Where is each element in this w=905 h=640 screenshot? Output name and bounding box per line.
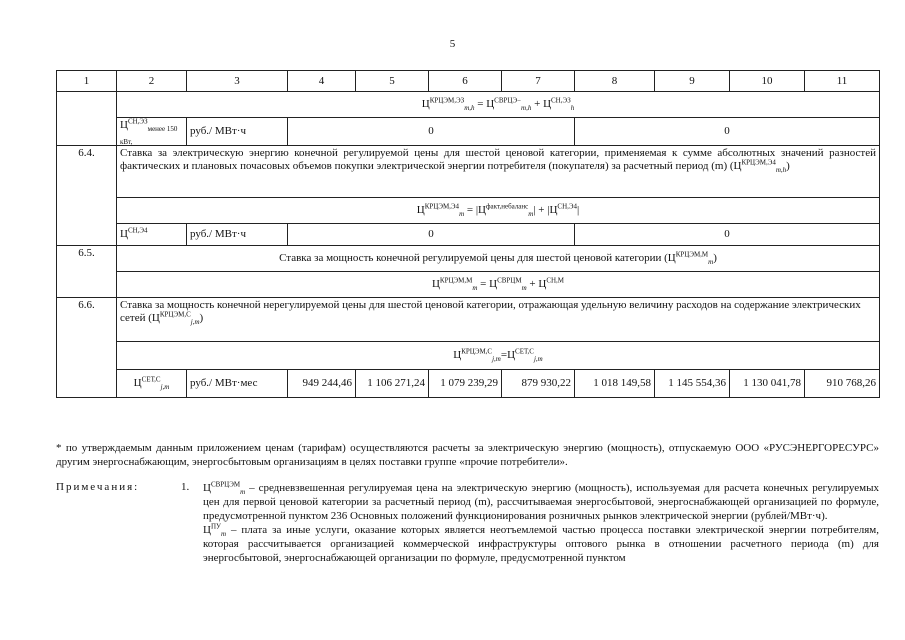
header-cell: 3	[187, 71, 288, 92]
section-text: Ставка за мощность конечной нерегулируемой цены для шестой ценовой категории, отражающая удельную величину расходов на содержание электрических сетей $(Ц^{КРЦЭМ,С}_{j,m})$	[117, 298, 880, 342]
section-row-6-4	[57, 146, 880, 198]
section-row-6-6	[57, 298, 880, 342]
unit-cell: руб./ МВт·ч	[187, 118, 288, 146]
header-cell: 4	[288, 71, 356, 92]
symbol-cell: $Ц^{СЕТ,С}_{j,m}$	[117, 370, 187, 398]
formula: $Ц^{КРЦЭМ,ЭЗ}_{m,h} = Ц^{СВРЦЭ-}_{m,h} + Ц^{СН,ЭЗ}_h$	[117, 92, 880, 118]
value-cell: 0	[575, 224, 880, 246]
value-cell: 0	[575, 118, 880, 146]
header-cell: 7	[502, 71, 575, 92]
header-cell: 8	[575, 71, 655, 92]
section-number: 6.5.	[57, 246, 117, 298]
unit-cell: руб./ МВт·ч	[187, 224, 288, 246]
formula-row	[57, 198, 880, 224]
notes-number: 1.	[181, 481, 190, 493]
section-text: Ставка за электрическую энергию конечной регулируемой цены для шестой ценовой категории, применяемая к сумме абсолютных значений разностей фактических и плановых почасовых объемов покупки электрической энергии потребителя (покупателя) за расчетный период (m) $(Ц^{КРЦЭМ,Э4}_{m,h})$	[117, 146, 880, 198]
page-number: 5	[449, 38, 456, 50]
header-cell: 10	[730, 71, 805, 92]
note-paragraph: $Ц^{ПУ}_m$ – плата за иные услуги, оказание которых является неотъемлемой частью процесса поставки электрической энергии потребителям, которая рассчитывается организацией коммерческой инфраструктуры оптового рынка в отношении расчетного периода (m) для энергосбытовой, энергоснабжающей организации по формуле, предусмотренной пунктом	[203, 522, 879, 565]
formula: $Ц^{КРЦЭМ,С}_{j,m}=Ц^{СЕТ,С}_{j,m}$	[117, 342, 880, 370]
value-row	[57, 224, 880, 246]
header-row	[57, 71, 880, 92]
value-cell: 0	[288, 224, 575, 246]
notes-body	[203, 481, 879, 565]
formula-row	[57, 272, 880, 298]
symbol-cell: $Ц^{СН,ЭЗ}_{менее 150 кВт,}$	[117, 118, 187, 146]
value-cell: 1 106 271,24	[356, 370, 429, 398]
section-row-6-5	[57, 246, 880, 272]
tariff-table	[56, 70, 880, 398]
section-number: 6.6.	[57, 298, 117, 398]
formula-row	[57, 342, 880, 370]
value-row	[57, 118, 880, 146]
value-row	[57, 370, 880, 398]
notes-label: Примечания:	[56, 481, 140, 493]
value-cell: 910 768,26	[805, 370, 880, 398]
section-text: Ставка за мощность конечной регулируемой цены для шестой ценовой категории $(Ц^{КРЦЭМ,М}_m)$	[117, 246, 880, 272]
formula: $Ц^{КРЦЭМ,М}_m = Ц^{СВРЦМ}_m + Ц^{СН,М}$	[117, 272, 880, 298]
value-cell: 0	[288, 118, 575, 146]
formula-row	[57, 92, 880, 118]
note-paragraph: $Ц^{СВРЦЭМ}_m$ – средневзвешенная регулируемая цена на электрическую энергию (мощность), используемая для расчета конечных регулируемых цен для первой ценовой категории за расчетный период (m), рассчитываемая энергосбытовой, энергоснабжающей организацией по формуле, предусмотренной пунктом 236 Основных положений функционирования розничных рынков электрической энергии (рублей/МВт·ч).	[203, 480, 879, 523]
header-cell: 5	[356, 71, 429, 92]
footnote: * по утверждаемым данным приложением ценам (тарифам) осуществляются расчеты за электрическую энергию (мощность), отпускаемую ООО «РУСЭНЕРГОРЕСУРС» другим энергоснабжающим, энергосбытовым организациям в целях поставки группе «прочие потребители».	[56, 442, 879, 469]
header-cell: 2	[117, 71, 187, 92]
value-cell: 1 145 554,36	[655, 370, 730, 398]
header-cell: 11	[805, 71, 880, 92]
value-cell: 1 079 239,29	[429, 370, 502, 398]
header-cell: 1	[57, 71, 117, 92]
value-cell: 1 018 149,58	[575, 370, 655, 398]
header-cell: 6	[429, 71, 502, 92]
value-cell: 1 130 041,78	[730, 370, 805, 398]
formula: $Ц^{КРЦЭМ,Э4}_m = |Ц^{факт,небаланс}_m| + |Ц^{СН,Э4}|$	[117, 198, 880, 224]
value-cell: 949 244,46	[288, 370, 356, 398]
value-cell: 879 930,22	[502, 370, 575, 398]
unit-cell: руб./ МВт·мес	[187, 370, 288, 398]
header-cell: 9	[655, 71, 730, 92]
symbol-cell: $Ц^{СН,Э4}$	[117, 224, 187, 246]
section-number: 6.4.	[57, 146, 117, 246]
empty-cell	[57, 92, 117, 146]
